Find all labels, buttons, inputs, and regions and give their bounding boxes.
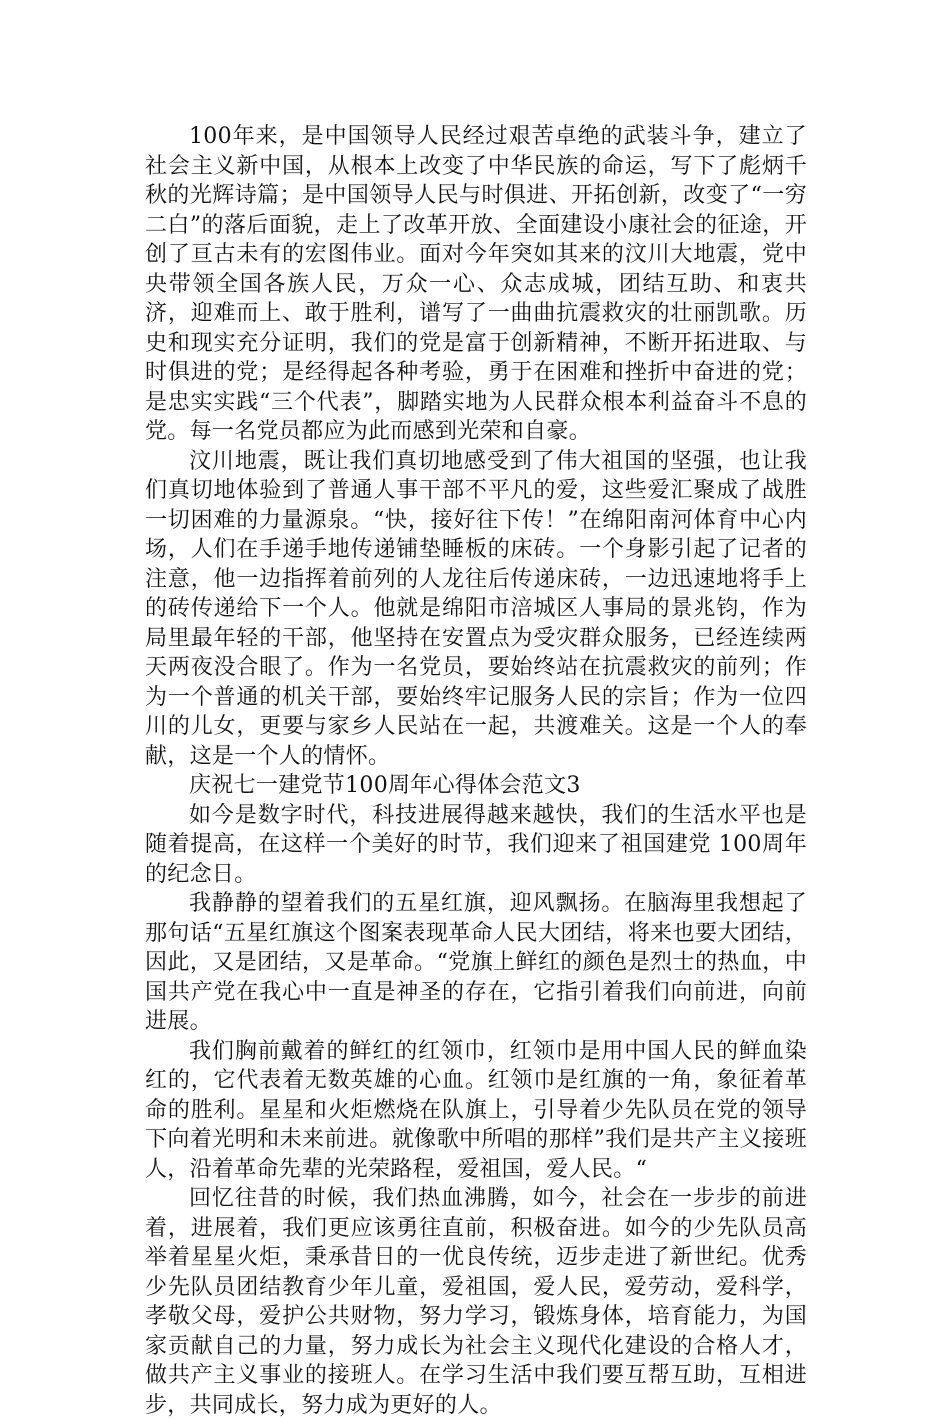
paragraph-wenchuan-earthquake: 汶川地震，既让我们真切地感受到了伟大祖国的坚强，也让我们真切地体验到了普通人事干部不平凡的爱，这些爱汇聚成了战胜一切困难的力量源泉。“快，接好往下传！”在绵阳南河体育中心内场，人们在手递手地传递铺垫睡板的床砖。一个身影引起了记者的注意，他一边指挥着前列的人龙往后传递床砖，一边迅速地将手上的砖传递给下一个人。他就是绵阳市涪城区人事局的景兆钧，作为局里最年轻的干部，他坚持在安置点为受灾群众服务，已经连续两天两夜没合眼了。作为一名党员，要始终站在抗震救灾的前列；作为一个普通的机关干部，要始终牢记服务人民的宗旨；作为一位四川的儿女，更要与家乡人民站在一起，共渡难关。这是一个人的奉献，这是一个人的情怀。 — [145, 448, 807, 769]
paragraph-digital-era: 如今是数字时代，科技进展得越来越快，我们的生活水平也是随着提高，在这样一个美好的时节，我们迎来了祖国建党 100周年的纪念日。 — [145, 802, 807, 887]
paragraph-red-scarf: 我们胸前戴着的鲜红的红领巾，红领巾是用中国人民的鲜血染红的，它代表着无数英雄的心血。红领巾是红旗的一角，象征着革命的胜利。星星和火炬燃烧在队旗上，引导着少先队员在党的领导下向着光明和未来前进。就像歌中所唱的那样”我们是共产主义接班人，沿着革命先辈的光荣路程，爱祖国，爱人民。“ — [145, 1038, 807, 1182]
paragraph-party-history: 100年来，是中国领导人民经过艰苦卓绝的武装斗争，建立了社会主义新中国，从根本上改变了中华民族的命运，写下了彪炳千秋的光辉诗篇；是中国领导人民与时俱进、开拓创新，改变了“一穷二白”的落后面貌，走上了改革开放、全面建设小康社会的征途，开创了亘古未有的宏图伟业。面对今年突如其来的汶川大地震，党中央带领全国各族人民，万众一心、众志成城，团结互助、和衷共济，迎难而上、敢于胜利，谱写了一曲曲抗震救灾的壮丽凯歌。历史和现实充分证明，我们的党是富于创新精神，不断开拓进取、与时俱进的党；是经得起各种考验，勇于在困难和挫折中奋进的党；是忠实实践“三个代表”，脚踏实地为人民群众根本利益奋斗不息的党。每一名党员都应为此而感到光荣和自豪。 — [145, 124, 807, 444]
paragraph-five-star-flag: 我静静的望着我们的五星红旗，迎风飘扬。在脑海里我想起了那句话“五星红旗这个图案表现革命人民大团结，将来也要大团结，因此，又是团结，又是革命。“党旗上鲜红的颜色是烈士的热血，中国共产党在我心中一直是神圣的存在，它指引着我们向前进，向前进展。 — [145, 891, 807, 1034]
paragraph-young-pioneers: 回忆往昔的时候，我们热血沸腾，如今，社会在一步步的前进着，进展着，我们更应该勇往直前，积极奋进。如今的少先队员高举着星星火炬，秉承昔日的一优良传统，迈步走进了新世纪。优秀少先队员团结教育少年儿童，爱祖国，爱人民，爱劳动，爱科学，孝敬父母，爱护公共财物，努力学习，锻炼身体，培育能力，为国家贡献自己的力量，努力成长为社会主义现代化建设的合格人才，做共产主义事业的接班人。在学习生活中我们要互帮互助，互相进步，共同成长，努力成为更好的人。 — [145, 1186, 807, 1418]
document-body — [145, 122, 807, 1420]
section-heading: 庆祝七一建党节100周年心得体会范文3 — [189, 773, 581, 798]
